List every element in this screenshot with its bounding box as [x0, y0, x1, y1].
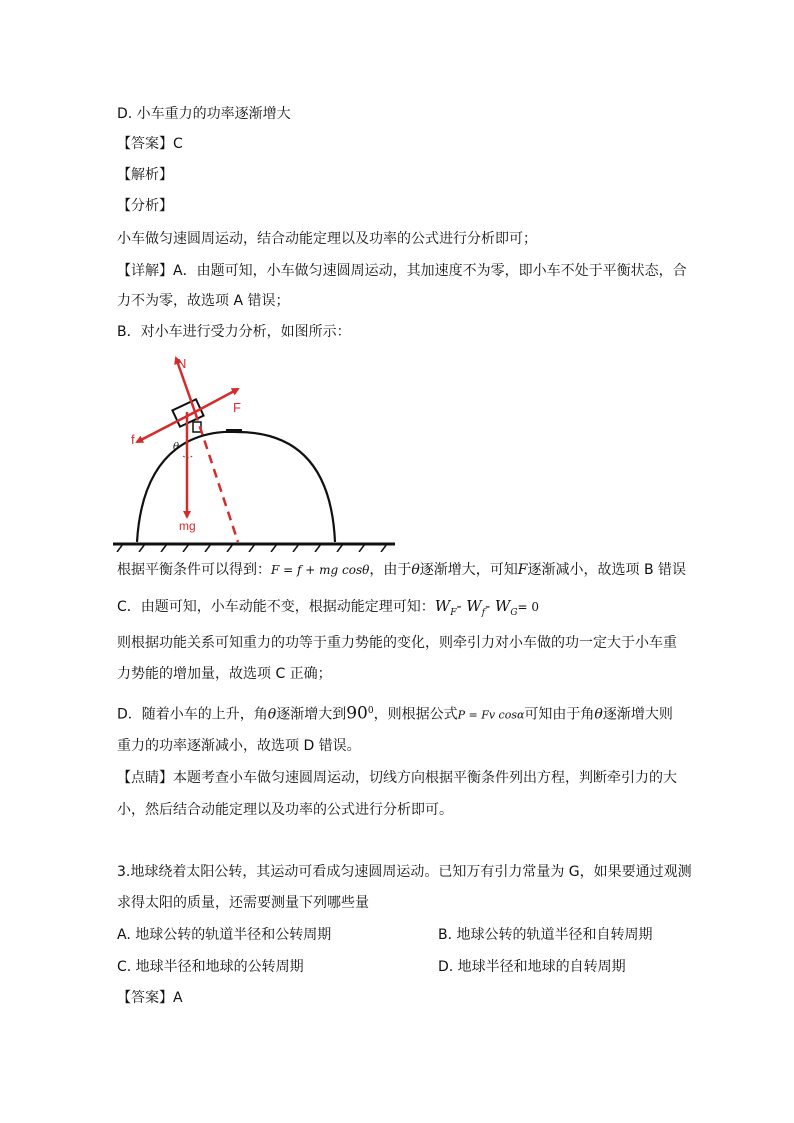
q3-line-2: 求得太阳的质量，还需要测量下列哪些量 — [117, 895, 369, 911]
analysis-header: 【解析】 — [117, 167, 173, 183]
detail-line-1: 【详解】A．由题可知，小车做匀速圆周运动，其加速度不为零，即小车不处于平衡状态，合 — [117, 263, 687, 279]
c-prefix: C．由题可知，小车动能不变，根据动能定理可知： — [117, 599, 435, 615]
balance-mid1: ，由于 — [369, 562, 412, 578]
d-suffix: 逐渐增大则 — [602, 706, 673, 723]
d-prefix: D．随着小车的上升，角 — [117, 706, 268, 723]
label-F: F — [233, 400, 241, 415]
option-d: D. 地球半径和地球的自转周期 — [438, 959, 626, 975]
c-formula: $W_F-$ $W_f-$ $W_G= 0$ — [434, 597, 540, 618]
d-formula: P = Fv cosα — [457, 708, 525, 722]
balance-prefix: 根据平衡条件可以得到： — [117, 562, 271, 578]
option-d-text: D. 小车重力的功率逐渐增大 — [117, 106, 291, 122]
d-line-2: 重力的功率逐渐减小，故选项 D 错误。 — [117, 738, 361, 754]
d-mid: 逐渐增大到 — [276, 706, 347, 723]
dianjing-line-2: 小，然后结合动能定理以及功率的公式进行分析即可。 — [117, 802, 453, 818]
detail-line-2: 力不为零，故选项 A 错误； — [117, 293, 290, 309]
label-f: f — [131, 432, 135, 447]
answer-label: 【答案】C — [117, 136, 183, 152]
d-theta: θ — [267, 706, 277, 723]
label-mg: mg — [179, 519, 196, 533]
balance-theta: θ — [411, 562, 420, 578]
option-b-line: B．对小车进行受力分析，如图所示： — [117, 324, 351, 340]
fenxi-header: 【分析】 — [117, 198, 173, 214]
d-90: 90 — [346, 703, 368, 724]
energy-line-1: 则根据功能关系可知重力的功等于重力势能的变化，则牵引力对小车做的功一定大于小车重 — [117, 635, 677, 651]
d-theta2: θ — [594, 706, 603, 723]
option-a: A. 地球公转的轨道半径和公转周期 — [117, 927, 332, 943]
answer3-label: 【答案】A — [117, 990, 183, 1006]
d-mid2: ，则根据公式 — [373, 706, 458, 723]
balance-F: F — [517, 562, 528, 578]
energy-line-2: 力势能的增加量，故选项 C 正确； — [117, 666, 332, 682]
dome-arc — [137, 432, 335, 542]
option-b: B. 地球公转的轨道半径和自转周期 — [438, 927, 653, 943]
c-line — [117, 596, 539, 623]
traction-force-arrow — [195, 389, 238, 412]
d-mid3: 可知由于角 — [524, 706, 595, 723]
dianjing-line-1: 【点睛】本题考查小车做匀速圆周运动，切线方向根据平衡条件列出方程，判断牵引力的大 — [117, 770, 677, 786]
d-degree: 0 — [367, 706, 374, 716]
balance-line — [117, 560, 686, 580]
q3-line-1: 3.地球绕着太阳公转，其运动可看成匀速圆周运动。已知万有引力常量为 G，如果要通过观测 — [117, 864, 692, 880]
force-diagram — [113, 352, 403, 552]
d-line — [117, 701, 673, 726]
label-N: N — [177, 356, 187, 371]
fenxi-text: 小车做匀速圆周运动，结合动能定理以及功率的公式进行分析即可； — [117, 231, 537, 247]
label-theta: θ — [173, 442, 180, 453]
balance-suffix: 逐渐减小，故选项 B 错误 — [527, 562, 687, 578]
option-c: C. 地球半径和地球的公转周期 — [117, 959, 304, 975]
balance-mid2: 逐渐增大，可知 — [419, 562, 518, 578]
balance-formula: F = f + mg cosθ — [271, 563, 370, 577]
